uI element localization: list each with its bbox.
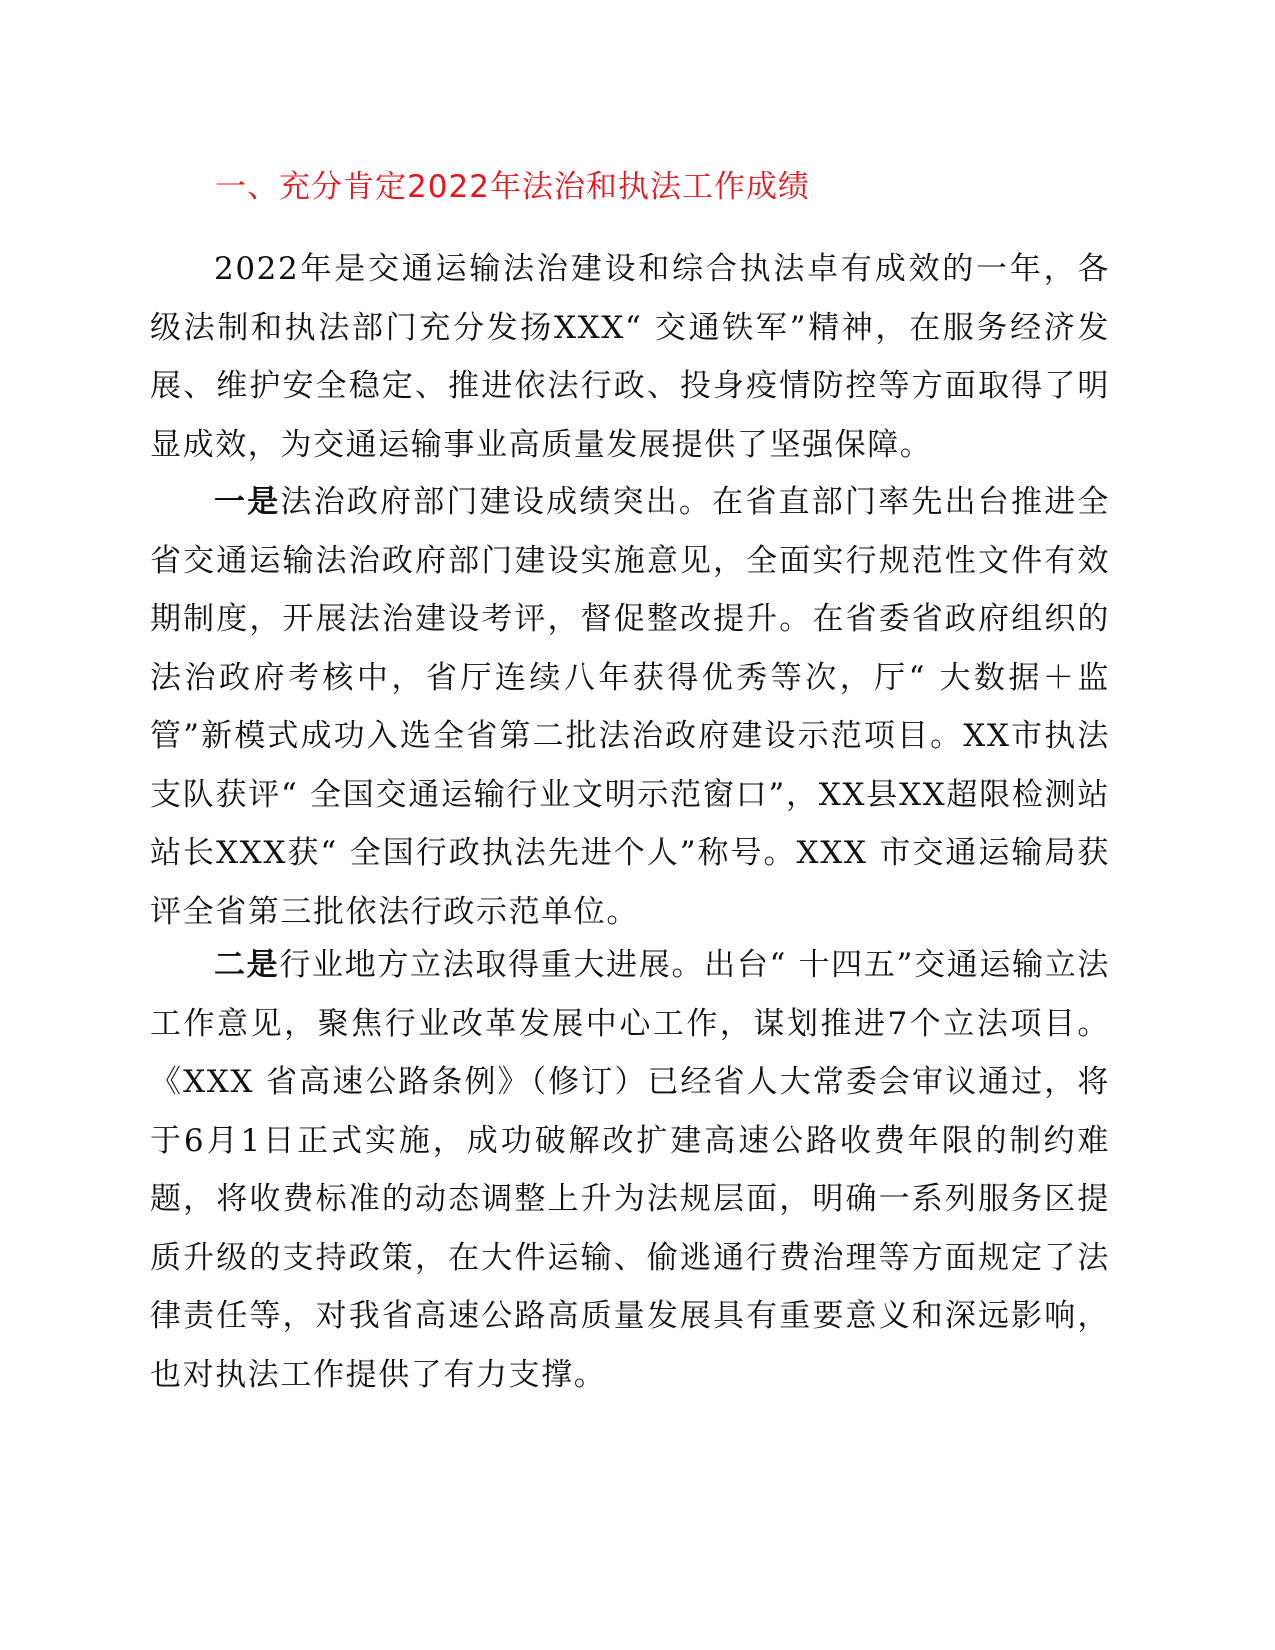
paragraph-point-two <box>150 936 1110 1404</box>
paragraph-intro <box>150 240 1110 474</box>
paragraph-body: 行业地方立法取得重大进展。出台“ 十四五”交通运输立法工作意见，聚焦行业改革发展中心工作，谋划推进7个立法项目。《XXX 省高速公路条例》（修订）已经省人大常委会审议通过，将于6月1日正式实施，成功破解改扩建高速公路收费年限的制约难题，将收费标准的动态调整上升为法规层面，明确一系列服务区提质升级的支持政策，在大件运输、偷逃通行费治理等方面规定了法律责任等，对我省高速公路高质量发展具有重要意义和深远影响，也对执法工作提供了有力支撑。 <box>150 947 1111 1393</box>
paragraph-lead: 二是 <box>214 947 280 983</box>
paragraph-lead: 一是 <box>214 484 281 520</box>
paragraph-body: 2022年是交通运输法治建设和综合执法卓有成效的一年，各级法制和执法部门充分发扬XXX“ 交通铁军”精神，在服务经济发展、维护安全稳定、推进依法行政、投身疫情防控等方面取得了明显成效，为交通运输事业高质量发展提供了坚强保障。 <box>150 251 1110 463</box>
section-heading: 一、充分肯定2022年法治和执法工作成绩 <box>215 169 810 205</box>
paragraph-body: 法治政府部门建设成绩突出。在省直部门率先出台推进全省交通运输法治政府部门建设实施意见，全面实行规范性文件有效期制度，开展法治建设考评，督促整改提升。在省委省政府组织的法治政府考核中，省厅连续八年获得优秀等次，厅“ 大数据＋监管”新模式成功入选全省第二批法治政府建设示范项目。XX市执法支队获评“ 全国交通运输行业文明示范窗口”，XX县XX超限检测站站长XXX获“ 全国行政执法先进个人”称号。XXX 市交通运输局获评全省第三批依法行政示范单位。 <box>150 484 1111 930</box>
paragraph-point-one <box>150 473 1110 941</box>
